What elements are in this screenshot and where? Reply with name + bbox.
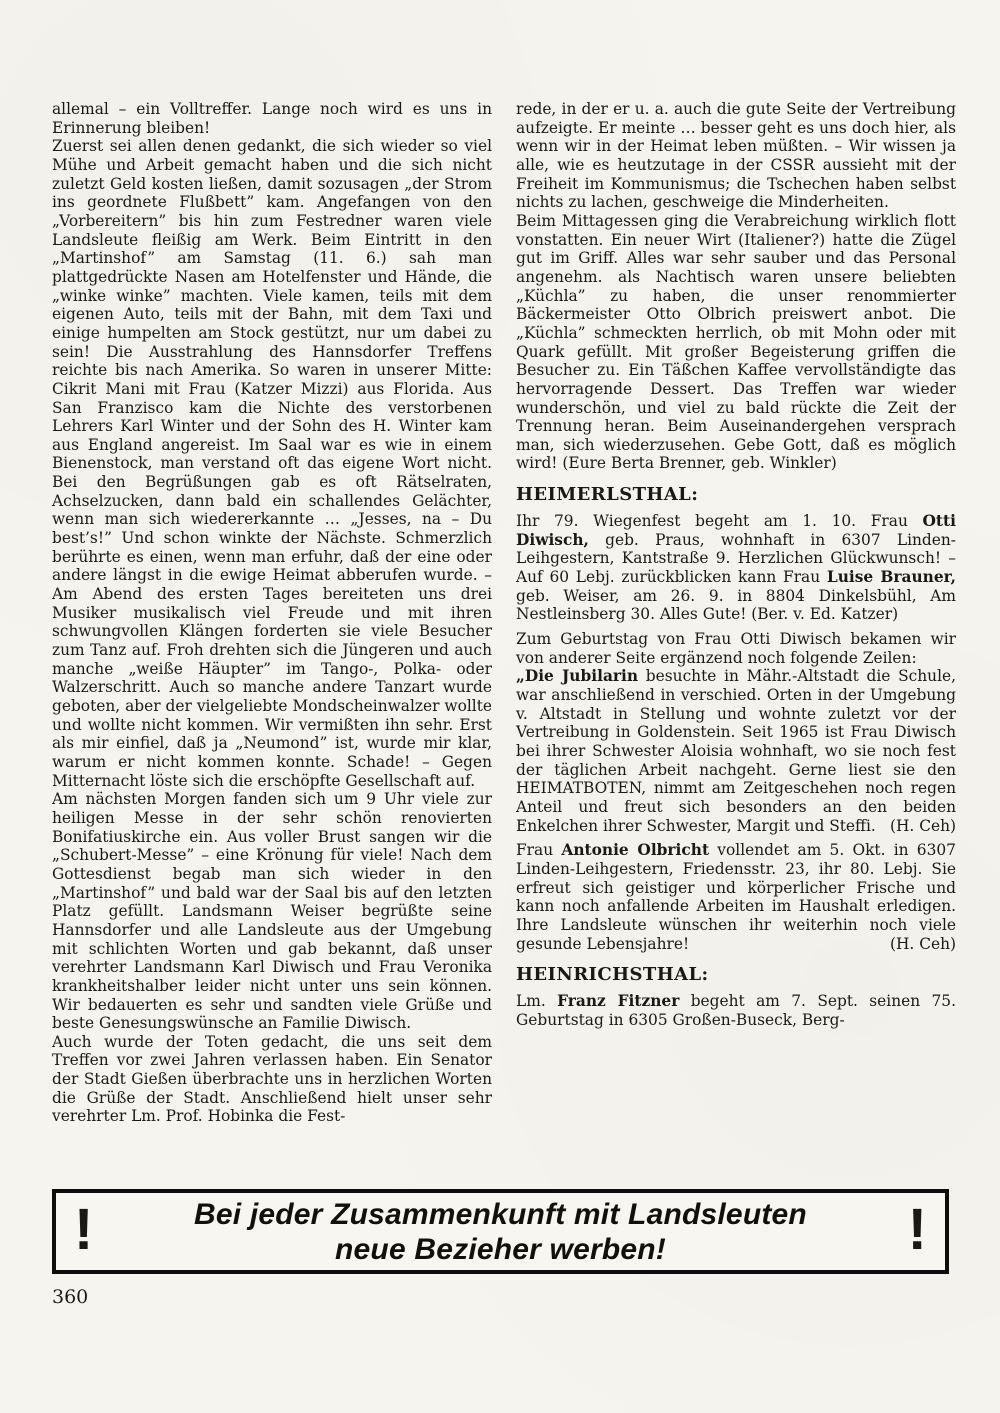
section-heading-heinrichsthal: HEINRICHSTHAL: [516,964,709,986]
paragraph: „Die Jubilarin besuchte in Mähr.-Altstadt die Schule, war anschließend in verschied. Orten in der Umgebung v. Altstadt in Stellung und wohnte zuletzt vor der Vertreibung in Goldenstein. Seit 1965 ist Frau Diwisch bei ihrer Schwester Aloisia wohnhaft, wo sie noch fest der täglichen Arbeit nachgeht. Gerne liest sie den HEIMATBOTEN, nimmt am Zeitgeschehen noch regen Anteil und freut sich besonders an den beiden Enkelchen ihrer Schwester, Margit und Steffi. (H. Ceh) [516,667,956,835]
paragraph: Lm. Franz Fitzner begeht am 7. Sept. seinen 75. Geburtstag in 6305 Großen-Buseck, Berg- [516,992,956,1029]
subscription-banner [52,1189,949,1274]
section-heading-heimerlsthal: HEIMERLSTHAL: [516,484,699,506]
exclamation-icon: ! [907,1196,927,1262]
banner-line-1: Bei jeder Zusammenkunft mit Landsleuten [194,1197,807,1231]
paragraph: Frau Antonie Olbricht vollendet am 5. Okt. in 6307 Linden-Leihgestern, Friedensstr. 23, ihr 80. Lebj. Sie erfreut sich geistiger und körperlicher Frische und kann noch anfallende Arbeiten im Haushalt erledigen. Ihre Landsleute wünschen ihr weiterhin noch viele gesunde Lebensjahre! (H. Ceh) [516,841,956,953]
article-column-left [52,100,492,1182]
paragraph: Zuerst sei allen denen gedankt, die sich wieder so viel Mühe und Arbeit gemacht haben und die sich nicht zuletzt Geld kosten ließen, damit sozusagen „der Strom ins geordnete Flußbett” kam. Angefangen von den „Vorbereitern” bis hin zum Festredner waren viele Landsleute fleißig am Werk. Beim Eintritt in den „Martinshof” am Samstag (11. 6.) sah man plattgedrückte Nasen am Hotelfenster und Hände, die „winke winke” machten. Viele kamen, teils mit dem eigenen Auto, teils mit der Bahn, mit dem Taxi und einige humpelten am Stock gestützt, nur um dabei zu sein! Die Ausstrahlung des Hannsdorfer Treffens reichte bis nach Amerika. So waren in unserer Mitte: Cikrit Mani mit Frau (Katzer Mizzi) aus Florida. Aus San Franzisco kam die Nichte des verstorbenen Lehrers Karl Winter und der Sohn des H. Winter kam aus England angereist. Im Saal war es wie in einem Bienenstock, man verstand oft das eigene Wort nicht. Bei den Begrüßungen gab es oft Rätselraten, Achselzucken, dann bald ein schallendes Gelächter, wenn man sich wiedererkannte … „Jesses, na – Du best’s!” Und schon winkte der Nächste. Schmerzlich berührte es einen, wenn man erfuhr, daß der eine oder andere längst in die ewige Heimat abberufen wurde. – Am Abend des ersten Tages bereiteten uns drei Musiker musikalisch viel Freude und mit ihren schwungvollen Klängen forderten sie viele Besucher zum Tanz auf. Froh drehten sich die Jüngeren und auch manche „weiße Häupter” im Tango-, Polka- oder Walzerschritt. Auch so manche andere Tanzart wurde geboten, aber der vielgeliebte Mondscheinwalzer wollte und wollte nicht kommen. Wir vermißten ihn sehr. Erst als mir einfiel, daß ja „Neumond” ist, wurde mir klar, warum er nicht kommen konnte. Schade! – Gegen Mitternacht löste sich die erschöpfte Gesellschaft auf. [52,137,492,790]
article-body [52,100,956,1182]
exclamation-icon: ! [74,1196,94,1262]
banner-text [103,1197,897,1267]
paragraph: Auch wurde der Toten gedacht, die uns seit dem Treffen vor zwei Jahren verlassen haben. Ein Senator der Stadt Gießen überbrachte uns in herzlichen Worten die Grüße der Stadt. Anschließend hielt unser sehr verehrter Lm. Prof. Hobinka die Fest- [52,1032,492,1126]
paragraph: Zum Geburtstag von Frau Otti Diwisch bekamen wir von anderer Seite ergänzend noch folgende Zeilen: [516,630,956,667]
paragraph: allemal – ein Volltreffer. Lange noch wird es uns in Erinnerung bleiben! [52,100,492,137]
paragraph: Beim Mittagessen ging die Verabreichung wirklich flott vonstatten. Ein neuer Wirt (Italiener?) hatte die Zügel gut im Griff. Alles war sehr sauber und das Personal angenehm. als Nachtisch waren unsere beliebten „Küchla” zu haben, die unser renommierter Bäckermeister Otto Olbrich preiswert anbot. Die „Küchla” schmeckten herrlich, ob mit Mohn oder mit Quark gefüllt. Mit großer Begeisterung griffen die Besucher zu. Ein Täßchen Kaffee vervollständigte das hervorragende Dessert. Das Treffen war wieder wunderschön, und viel zu bald rückte die Zeit der Trennung heran. Beim Auseinandergehen versprach man, sich wiederzusehen. Gebe Gott, daß es möglich wird! (Eure Berta Brenner, geb. Winkler) [516,211,956,473]
banner-line-2: neue Bezieher werben! [335,1232,666,1266]
paragraph: Ihr 79. Wiegenfest begeht am 1. 10. Frau Otti Diwisch, geb. Praus, wohnhaft in 6307 Linden-Leihgestern, Kantstraße 9. Herzlichen Glückwunsch! – Auf 60 Lebj. zurückblicken kann Frau Luise Brauner, geb. Weiser, am 26. 9. in 8804 Dinkelsbühl, Am Nestleinsberg 30. Alles Gute! (Ber. v. Ed. Katzer) [516,512,956,624]
paragraph: Am nächsten Morgen fanden sich um 9 Uhr viele zur heiligen Messe in der sehr schön renovierten Bonifatiuskirche ein. Aus voller Brust sangen wir die „Schubert-Messe” – eine Krönung für viele! Nach dem Gottesdienst begab man sich wieder in den „Martinshof” und bald war der Saal bis auf den letzten Platz gefüllt. Landsmann Weiser begrüßte seine Hannsdorfer und alle Landsleute aus der Umgebung mit schlichten Worten und gab bekannt, daß unser verehrter Landsmann Karl Diwisch und Frau Veronika krankheitshalber leider nicht unter uns sein können. Wir bedauerten es sehr und sandten viele Grüße und beste Genesungswünsche an Familie Diwisch. [52,790,492,1033]
paragraph: rede, in der er u. a. auch die gute Seite der Vertreibung aufzeigte. Er meinte … besser geht es uns doch hier, als wenn wir in der Heimat leben müßten. – Wir wissen ja alle, wie es heutzutage in der CSSR aussieht mit der Freiheit im Kommunismus; die Tschechen haben selbst nichts zu lachen, geschweige die Minderheiten. [516,100,956,212]
article-column-right [516,100,956,1182]
page-number: 360 [52,1286,89,1308]
